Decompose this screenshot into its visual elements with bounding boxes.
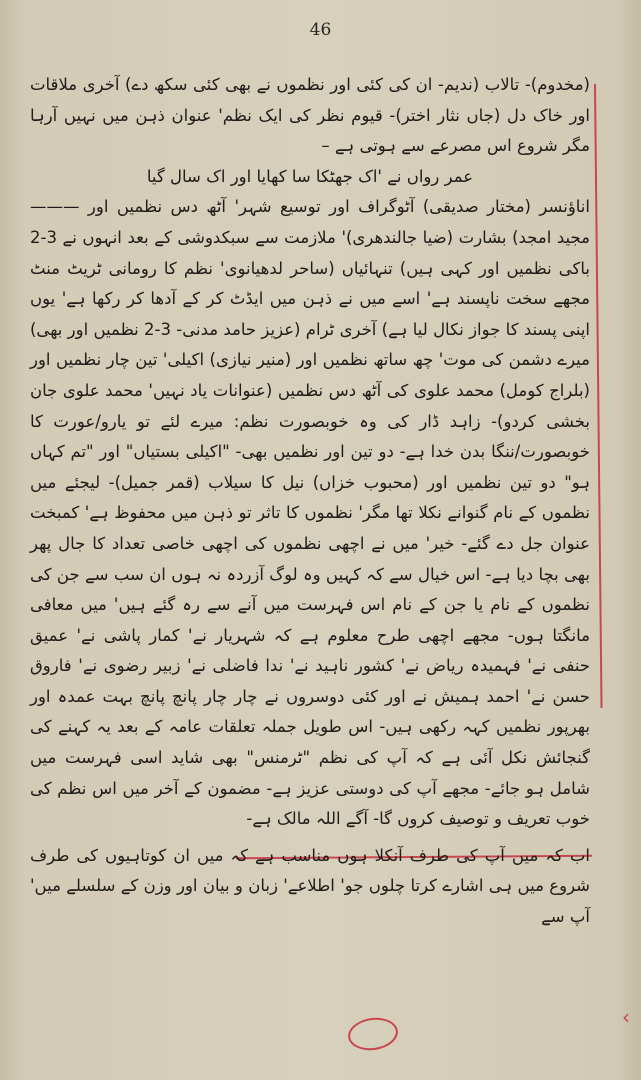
- chevron-left-icon: ‹: [622, 1005, 630, 1029]
- paragraph: (مخدوم)- تالاب (ندیم- ان کی کئی اور نظموں نے بھی کئی سکھ دے) آخری ملاقات اور خاک دل (جاں نثار اختر)- قیوم نظر کی ایک نظم' عنوان ذہن میں نہیں آرہا مگر شروع اس مصرعے سے ہوتی ہے –: [30, 75, 590, 156]
- paragraph: اب کہ میں آپ کی طرف آنکلا ہوں مناسب ہے کہ میں ان کوتاہیوں کی طرف شروع میں ہی اشارے کرتا چلوں جو' اطلاعے' زبان و بیان اور وزن کے سلسلے میں' آپ سے: [30, 845, 590, 927]
- verse-line: عمر رواں نے 'اک جھٹکا سا کھایا اور اک سال گیا: [146, 166, 474, 186]
- margin-red-line-annotation: [594, 84, 603, 708]
- page-number: 46: [309, 20, 332, 40]
- paragraph: اناؤنسر (مختار صدیقی) آٹوگراف اور توسیع شہر' آٹھ دس نظمیں اور ——— مجید امجد) بشارت (ضیا جالندھری)' ملازمت سے سبکدوشی کے بعد انہوں نے 3-2 باکی نظمیں اور کہی ہیں) تنہائیاں (ساحر لدھیانوی' نظم کا رومانی ٹریٹ منٹ مجھے سخت ناپسند ہے' اسے میں نے ذہن میں ایڈٹ کر کے آدھا کر رکھا ہے' یوں اپنی پسند کا جواز نکال لیا ہے) آخری ٹرام (عزیز حامد مدنی- 3-2 نظمیں اور بھی) میرے دشمن کی موت' چھ ساتھ نظمیں اور (منیر نیازی) اکیلی' تین چار نظمیں اور (بلراج کومل) محمد علوی کی آٹھ دس نظمیں (عنوانات یاد نہیں' محمد علوی جان بخشی کردو)- زاہد ڈار کی وہ خوبصورت نظم: میرے لئے تو یارو/عورت کا خوبصورت/ننگا بدن خدا ہے- دو تین اور نظمیں بھی- "اکیلی بستیاں" اور "تم کہاں ہو" دو تین نظمیں اور (محبوب خزاں) نیل کا سیلاب (قمر جمیل)- لیجئے میں نظموں کے نام گنوانے نکلا تھا مگر' نظموں کا تاثر تو ذہن میں محفوظ ہے' کمبخت عنوان جل دے گئے- خیر' میں نے اچھی نظموں کی اچھی خاصی تعداد کا جال پھر بھی بچا دیا ہے- اس خیال سے کہ کہیں وہ لوگ آزردہ نہ ہوں ان سب سے جن کی نظموں کے نام یا جن کے نام اس فہرست میں آنے سے رہ گئے ہیں' میں معافی مانگتا ہوں- مجھے اچھی طرح معلوم ہے کہ شہریار نے' کمار پاشی نے' عمیق حنفی نے' فہمیدہ ریاض نے' کشور ناہید نے' ندا فاضلی نے' زبیر رضوی نے' فاروق حسن نے' احمد ہمیش نے اور کئی دوسروں نے چار چار پانچ پانچ بہت عمدہ اور بھرپور نظمیں کہہ رکھی ہیں- اس طویل جملہ تعلقات عامہ کے بعد یہ کہنے کی گنجائش نکل آئی ہے کہ آپ کی نظم "ٹرمنس" بھی شاید اسی فہرست میں شامل ہو جائے- مجھے آپ کی دوستی عزیز ہے- مضمون کے آخر میں اس نظم کی خوب تعریف و توصیف کروں گا- آگے اللہ مالک ہے-: [30, 197, 590, 829]
- red-circle-annotation: [346, 1015, 400, 1054]
- page-body-text: [30, 70, 590, 933]
